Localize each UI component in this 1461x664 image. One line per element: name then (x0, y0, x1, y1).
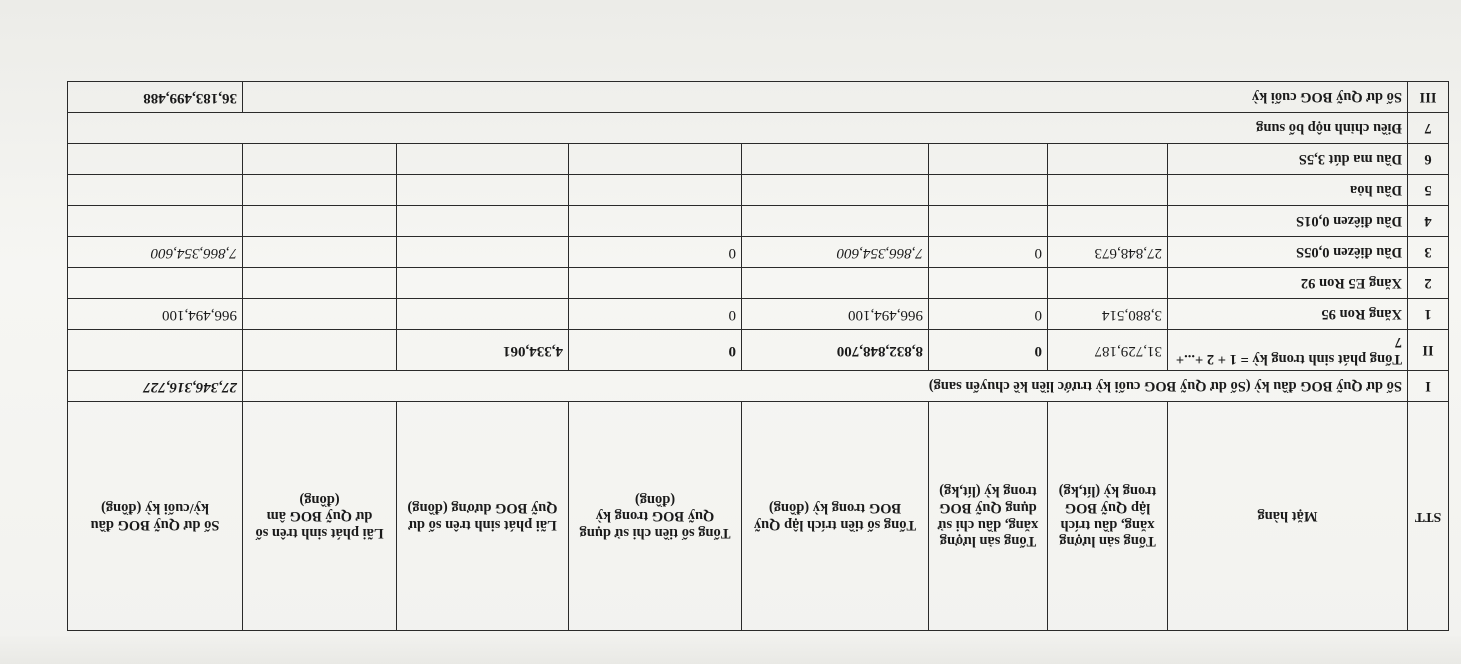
cell-interest-positive (397, 237, 569, 268)
cell-interest-positive (397, 206, 569, 237)
row-item-name: Dầu điêzen 0,01S (1168, 206, 1408, 237)
header-balance: Số dư Quỹ BOG đầu kỳ/cuối kỳ (đồng) (68, 402, 243, 631)
row-label: Số dư Quỹ BOG cuối kỳ (243, 82, 1408, 113)
cell-amount-used: 0 (569, 330, 742, 371)
cell-volume-appropriated (1048, 175, 1168, 206)
cell-amount-used (569, 268, 742, 299)
row-stt: 6 (1408, 144, 1449, 175)
cell-volume-appropriated (1048, 206, 1168, 237)
cell-volume-used (929, 206, 1048, 237)
table-row (68, 144, 1449, 175)
cell-volume-used: 0 (929, 330, 1048, 371)
row-balance: 27,346,316,727 (68, 371, 243, 402)
cell-amount-used: 0 (569, 237, 742, 268)
cell-amount-appropriated (742, 268, 929, 299)
cell-interest-negative (243, 268, 397, 299)
cell-balance (68, 330, 243, 371)
table-row-section-i (68, 371, 1449, 402)
table-row (68, 268, 1449, 299)
cell-balance (68, 206, 243, 237)
cell-interest-positive: 4,334,061 (397, 330, 569, 371)
cell-amount-used (569, 175, 742, 206)
cell-volume-used: 0 (929, 299, 1048, 330)
header-amount-used: Tổng số tiền chi sử dụng Quỹ BOG trong kỳ (đồng) (569, 402, 742, 631)
cell-interest-negative (243, 175, 397, 206)
cell-interest-positive (397, 299, 569, 330)
cell-interest-negative (243, 330, 397, 371)
cell-volume-used: 0 (929, 237, 1048, 268)
cell-amount-appropriated (742, 206, 929, 237)
cell-amount-used (569, 206, 742, 237)
header-volume-appropriated: Tổng sản lượng xăng, dầu trích lập Quỹ BOG trong kỳ (lít,kg) (1048, 402, 1168, 631)
table-header-row (68, 402, 1449, 631)
cell-volume-appropriated: 27,848,673 (1048, 237, 1168, 268)
cell-volume-appropriated: 31,729,187 (1048, 330, 1168, 371)
table-row (68, 299, 1449, 330)
page-top-margin (0, 636, 1461, 664)
cell-volume-used (929, 268, 1048, 299)
header-stt: STT (1408, 402, 1449, 631)
row-label: Điều chỉnh nộp bổ sung (68, 113, 1408, 144)
cell-amount-appropriated: 966,494,100 (742, 299, 929, 330)
row-stt: II (1408, 330, 1449, 371)
row-stt: 2 (1408, 268, 1449, 299)
cell-amount-appropriated (742, 144, 929, 175)
table-row-section-iii (68, 82, 1449, 113)
cell-volume-used (929, 175, 1048, 206)
cell-interest-positive (397, 144, 569, 175)
cell-balance (68, 144, 243, 175)
header-volume-used: Tổng sản lượng xăng, dầu chi sử dụng Quỹ BOG trong kỳ (lít,kg) (929, 402, 1048, 631)
cell-interest-negative (243, 237, 397, 268)
row-stt: 5 (1408, 175, 1449, 206)
table-row (68, 206, 1449, 237)
row-stt: III (1408, 82, 1449, 113)
cell-volume-appropriated: 3,880,514 (1048, 299, 1168, 330)
cell-amount-appropriated (742, 175, 929, 206)
bog-fund-table (67, 81, 1449, 631)
cell-interest-positive (397, 268, 569, 299)
cell-interest-positive (397, 175, 569, 206)
cell-interest-negative (243, 299, 397, 330)
row-balance: 36,183,499,488 (68, 82, 243, 113)
table-row (68, 175, 1449, 206)
cell-interest-negative (243, 206, 397, 237)
cell-volume-appropriated (1048, 144, 1168, 175)
cell-balance (68, 268, 243, 299)
row-label: Tổng phát sinh trong kỳ = 1 + 2 +...+ 7 (1168, 330, 1408, 371)
header-amount-appropriated: Tổng số tiền trích lập Quỹ BOG trong kỳ (đồng) (742, 402, 929, 631)
row-label: Số dư Quỹ BOG đầu kỳ (Số dư Quỹ BOG cuối kỳ trước liền kề chuyển sang) (243, 371, 1408, 402)
table-row (68, 237, 1449, 268)
header-interest-positive: Lãi phát sinh trên số dư Quỹ BOG dương (đồng) (397, 402, 569, 631)
header-interest-negative: Lãi phát sinh trên số dư Quỹ BOG âm (đồng) (243, 402, 397, 631)
table-row-item-7 (68, 113, 1449, 144)
row-item-name: Xăng E5 Ron 92 (1168, 268, 1408, 299)
cell-amount-appropriated: 7,866,354,600 (742, 237, 929, 268)
row-stt: 4 (1408, 206, 1449, 237)
row-stt: 3 (1408, 237, 1449, 268)
cell-volume-appropriated (1048, 268, 1168, 299)
cell-interest-negative (243, 144, 397, 175)
row-item-name: Dầu điêzen 0,05S (1168, 237, 1408, 268)
cell-balance: 966,494,100 (68, 299, 243, 330)
row-item-name: Dầu hỏa (1168, 175, 1408, 206)
row-stt: 7 (1408, 113, 1449, 144)
header-item: Mặt hàng (1168, 402, 1408, 631)
cell-volume-used (929, 144, 1048, 175)
row-item-name: Dầu ma dút 3,5S (1168, 144, 1408, 175)
row-stt: 1 (1408, 299, 1449, 330)
table-row-section-ii (68, 330, 1449, 371)
cell-amount-used (569, 144, 742, 175)
row-item-name: Xăng Ron 95 (1168, 299, 1408, 330)
cell-amount-appropriated: 8,832,848,700 (742, 330, 929, 371)
row-stt: I (1408, 371, 1449, 402)
cell-balance (68, 175, 243, 206)
cell-amount-used: 0 (569, 299, 742, 330)
cell-balance: 7,866,354,600 (68, 237, 243, 268)
